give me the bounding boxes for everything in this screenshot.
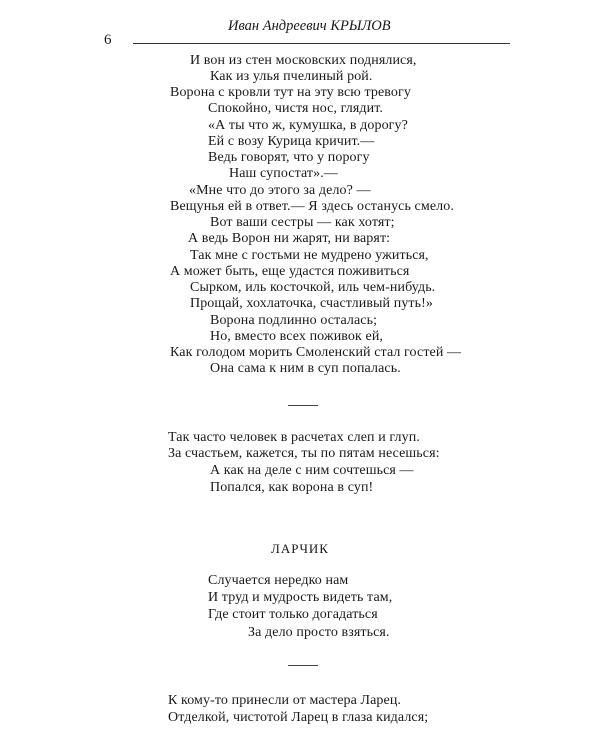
verse-line: Ворона подлинно осталась; [210,313,378,328]
section-separator [288,665,318,666]
verse-line: И труд и мудрость видеть там, [208,590,393,605]
verse-line: К кому-то принесли от мастера Ларец. [168,693,402,708]
verse-line: Прощай, хохлаточка, счастливый путь!» [190,296,433,311]
verse-line: Попался, как ворона в суп! [210,480,374,495]
verse-line: Она сама к ним в суп попалась. [210,361,401,376]
verse-line: «А ты что ж, кумушка, в дорогу? [208,118,408,133]
section-separator [288,405,318,406]
verse-line: За дело просто взяться. [248,625,390,640]
verse-line: Отделкой, чистотой Ларец в глаза кидался; [168,710,429,725]
verse-line: Спокойно, чистя нос, глядит. [208,101,384,116]
verse-line: «Мне что до этого за дело? — [189,183,371,198]
header-rule [133,43,510,44]
verse-line: Ей с возу Курица кричит.— [208,134,375,149]
verse-line: И вон из стен московских поднялися, [190,53,417,68]
running-title: Иван Андреевич КРЫЛОВ [228,18,391,34]
verse-line: А может быть, еще удастся поживиться [170,264,410,279]
verse-line: Наш супостат».— [229,166,338,181]
verse-line: Сырком, иль косточкой, иль чем-нибудь. [190,280,436,295]
verse-line: А как на деле с ним сочтешься — [210,463,414,478]
verse-line: Как голодом морить Смоленский стал гостей — [170,345,462,360]
verse-line: Так часто человек в расчетах слеп и глуп. [168,430,420,445]
verse-line: Ворона с кровли тут на эту всю тревогу [170,85,411,100]
verse-line: Случается нередко нам [208,573,349,588]
verse-line: Как из улья пчелиный рой. [210,69,373,84]
verse-line: Вот ваши сестры — как хотят; [210,215,395,230]
verse-line: Где стоит только догадаться [208,607,378,622]
verse-line: Ведь говорят, что у порогу [208,150,370,165]
verse-line: За счастьем, кажется, ты по пятам несешься: [168,446,440,461]
verse-line: Так мне с гостьми не мудрено ужиться, [190,248,429,263]
verse-line: Вещунья ей в ответ.— Я здесь останусь смело. [170,199,454,214]
verse-line: Но, вместо всех поживок ей, [210,329,384,344]
page-number: 6 [104,32,112,48]
fable-title: ЛАРЧИК [271,541,329,556]
verse-line: А ведь Ворон ни жарят, ни варят: [188,231,391,246]
